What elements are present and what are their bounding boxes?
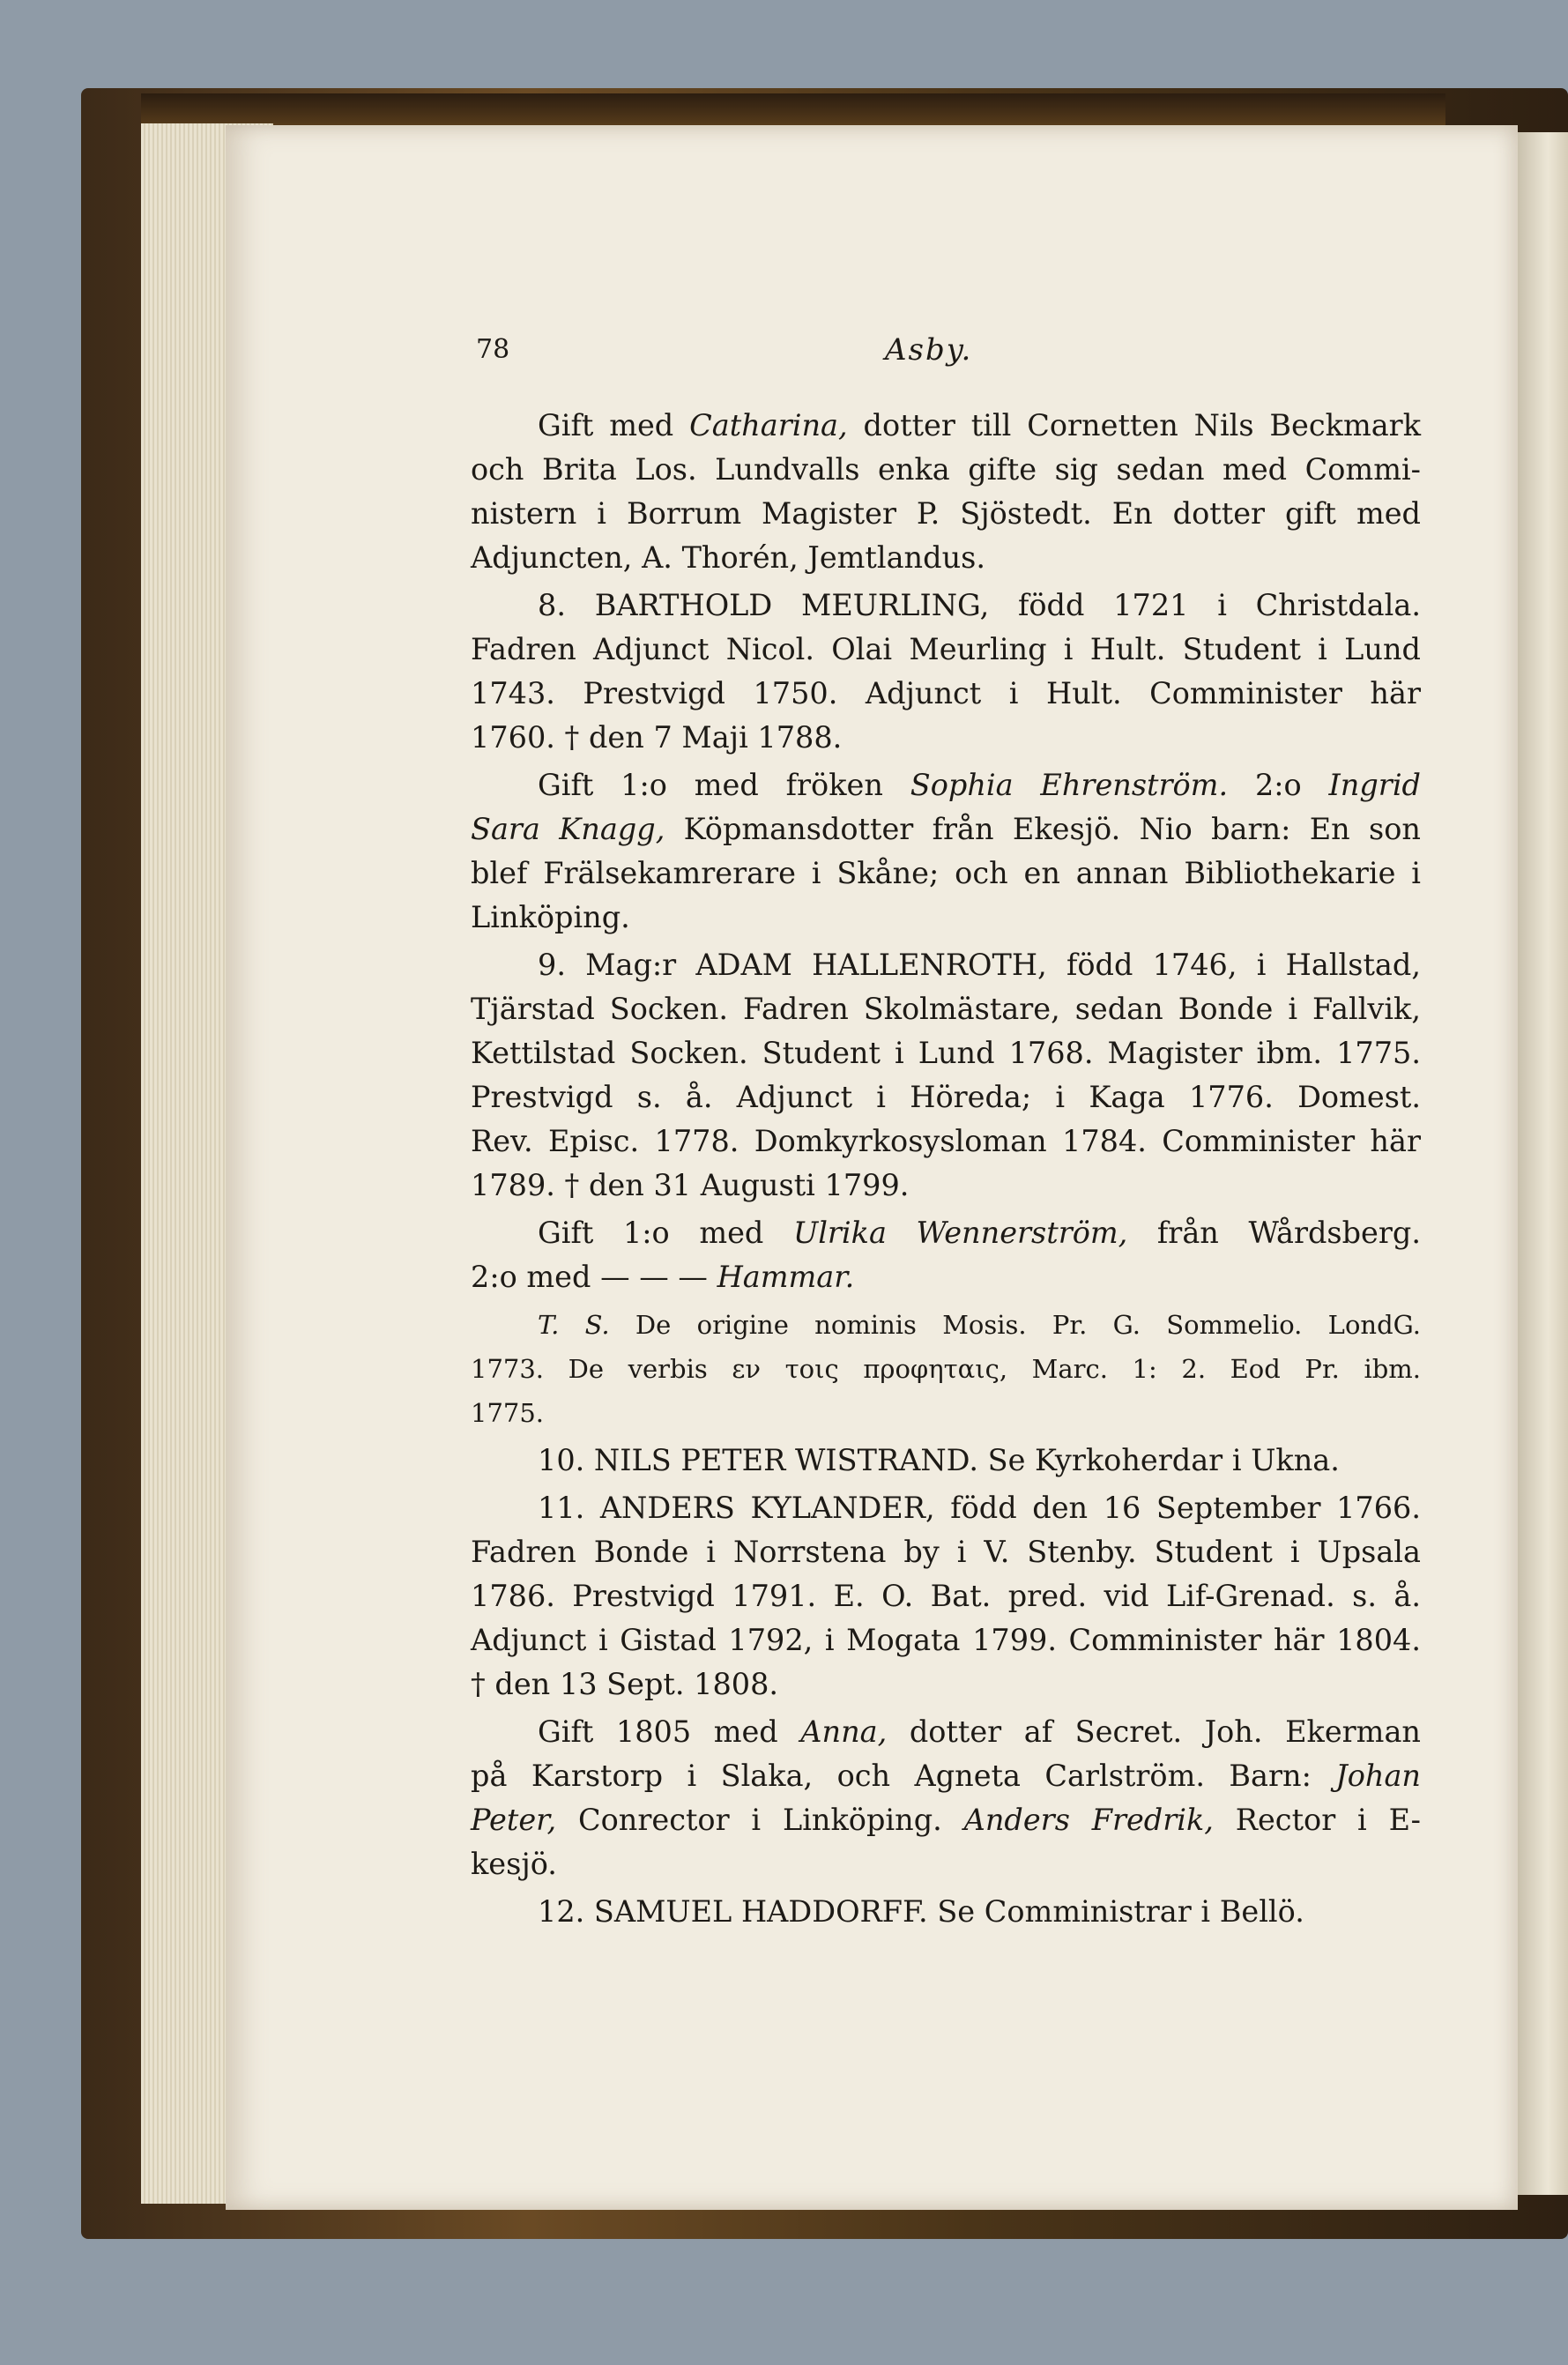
paragraph-gap xyxy=(471,1934,1421,1937)
text-line xyxy=(471,1119,1421,1164)
text-line xyxy=(471,672,1421,716)
text-run: 1786. Prestvigd 1791. E. O. Bat. pred. vid Lif-Grenad. s. å. xyxy=(471,1579,1421,1613)
text-run: Gift 1805 med xyxy=(538,1714,801,1749)
italic-name: Catharina, xyxy=(689,408,848,443)
italic-name: Ulrika Wennerström, xyxy=(792,1216,1128,1250)
paragraph xyxy=(471,763,1421,940)
text-line xyxy=(471,1890,1421,1934)
text-run: 12. SAMUEL HADDORFF. Se Comministrar i Bellö. xyxy=(538,1894,1304,1929)
text-line xyxy=(471,1164,1421,1208)
text-line xyxy=(471,763,1421,807)
italic-name: Ingrid xyxy=(1328,768,1421,802)
text-line xyxy=(471,1439,1421,1483)
text-run: Tjärstad Socken. Fadren Skolmästare, sedan Bonde i Fallvik, xyxy=(471,992,1421,1026)
text-run: på Karstorp i Slaka, och Agneta Carlström. Barn: xyxy=(471,1759,1336,1793)
italic-name: Hammar. xyxy=(717,1260,855,1294)
text-line xyxy=(471,1618,1421,1662)
paragraph xyxy=(471,1303,1421,1435)
italic-name: Sara Knagg, xyxy=(471,812,665,846)
text-line xyxy=(471,987,1421,1031)
paragraph xyxy=(471,1710,1421,1886)
paragraph xyxy=(471,404,1421,580)
italic-name: Sophia Ehrenström. xyxy=(910,768,1229,802)
text-run: Linköping. xyxy=(471,900,630,934)
text-run: 9. Mag:r ADAM HALLENROTH, född 1746, i Hallstad, xyxy=(538,948,1421,982)
text-line xyxy=(471,1574,1421,1618)
italic-name: Peter, xyxy=(471,1803,557,1837)
text-run: Conrector i Linköping. xyxy=(556,1803,964,1837)
text-run: 1775. xyxy=(471,1398,545,1428)
paragraph xyxy=(471,584,1421,760)
text-line xyxy=(471,584,1421,628)
text-run: Kettilstad Socken. Student i Lund 1768. Magister ibm. 1775. xyxy=(471,1036,1421,1070)
text-line xyxy=(471,448,1421,492)
book-spine-edge xyxy=(141,93,1445,129)
text-run: Rector i E- xyxy=(1213,1803,1421,1837)
text-line xyxy=(471,943,1421,987)
text-line xyxy=(471,1754,1421,1798)
text-run: De origine nominis Mosis. Pr. G. Sommelio. LondG. xyxy=(609,1310,1421,1340)
text-line xyxy=(471,716,1421,760)
text-line xyxy=(471,1662,1421,1707)
paragraph xyxy=(471,1486,1421,1707)
italic-name: Anders Fredrik, xyxy=(963,1803,1214,1837)
text-line xyxy=(471,1075,1421,1119)
text-run: Adjuncten, A. Thorén, Jemtlandus. xyxy=(471,540,985,575)
italic-name: T. S. xyxy=(538,1310,610,1340)
text-line xyxy=(471,1486,1421,1530)
text-run: från Wårdsberg. xyxy=(1127,1216,1421,1250)
text-line xyxy=(471,852,1421,896)
text-run: 11. ANDERS KYLANDER, född den 16 September 1766. xyxy=(538,1491,1421,1525)
running-title: Asby. xyxy=(885,332,973,368)
text-line xyxy=(471,1710,1421,1754)
text-line xyxy=(471,807,1421,852)
text-run: 1789. † den 31 Augusti 1799. xyxy=(471,1168,910,1202)
text-line xyxy=(471,1530,1421,1574)
text-run: † den 13 Sept. 1808. xyxy=(471,1667,779,1701)
text-line xyxy=(471,404,1421,448)
page-header xyxy=(471,328,1421,372)
text-run: Gift 1:o med fröken xyxy=(538,768,910,802)
text-run: Gift med xyxy=(538,408,690,443)
text-run: 2:o med — — — xyxy=(471,1260,717,1294)
text-run: 1773. De verbis εν τοις προφηταις, Marc. 1: 2. Eod Pr. ibm. xyxy=(471,1354,1421,1384)
text-line xyxy=(471,1347,1421,1391)
text-run: kesjö. xyxy=(471,1847,557,1881)
text-line xyxy=(471,492,1421,536)
paragraph xyxy=(471,943,1421,1208)
text-line xyxy=(471,1031,1421,1075)
text-line xyxy=(471,628,1421,672)
page-body xyxy=(471,404,1421,1937)
text-run: Prestvigd s. å. Adjunct i Höreda; i Kaga 1776. Domest. xyxy=(471,1080,1421,1114)
text-run: Köpmansdotter från Ekesjö. Nio barn: En son xyxy=(665,812,1421,846)
page-number: 78 xyxy=(476,334,510,365)
text-run: Adjunct i Gistad 1792, i Mogata 1799. Comminister här 1804. xyxy=(471,1623,1421,1657)
paragraph xyxy=(471,1439,1421,1483)
facing-page-edge xyxy=(1518,132,1568,2195)
text-run: dotter af Secret. Joh. Ekerman xyxy=(887,1714,1421,1749)
italic-name: Anna, xyxy=(800,1714,888,1749)
italic-name: Johan xyxy=(1335,1759,1421,1793)
text-run: 10. NILS PETER WISTRAND. Se Kyrkoherdar i Ukna. xyxy=(538,1443,1340,1477)
text-line xyxy=(471,536,1421,580)
paragraph xyxy=(471,1890,1421,1934)
text-run: 8. BARTHOLD MEURLING, född 1721 i Christdala. xyxy=(538,588,1421,622)
text-run: 2:o xyxy=(1228,768,1329,802)
text-run: nistern i Borrum Magister P. Sjöstedt. En dotter gift med xyxy=(471,496,1421,531)
text-run: och Brita Los. Lundvalls enka gifte sig sedan med Commi- xyxy=(471,452,1421,487)
text-run: Rev. Episc. 1778. Domkyrkosysloman 1784. Comminister här xyxy=(471,1124,1421,1158)
text-line xyxy=(471,1391,1421,1435)
text-line xyxy=(471,896,1421,940)
text-line xyxy=(471,1303,1421,1347)
text-line xyxy=(471,1211,1421,1255)
text-run: Gift 1:o med xyxy=(538,1216,793,1250)
text-run: blef Frälsekamrerare i Skåne; och en annan Bibliothekarie i xyxy=(471,856,1421,890)
text-run: dotter till Cornetten Nils Beckmark xyxy=(847,408,1421,443)
text-line xyxy=(471,1842,1421,1886)
text-line xyxy=(471,1798,1421,1842)
text-run: 1760. † den 7 Maji 1788. xyxy=(471,720,843,755)
text-run: Fadren Adjunct Nicol. Olai Meurling i Hult. Student i Lund xyxy=(471,632,1421,666)
paragraph xyxy=(471,1211,1421,1299)
text-run: 1743. Prestvigd 1750. Adjunct i Hult. Comminister här xyxy=(471,676,1421,710)
text-run: Fadren Bonde i Norrstena by i V. Stenby. Student i Upsala xyxy=(471,1535,1421,1569)
text-line xyxy=(471,1255,1421,1299)
